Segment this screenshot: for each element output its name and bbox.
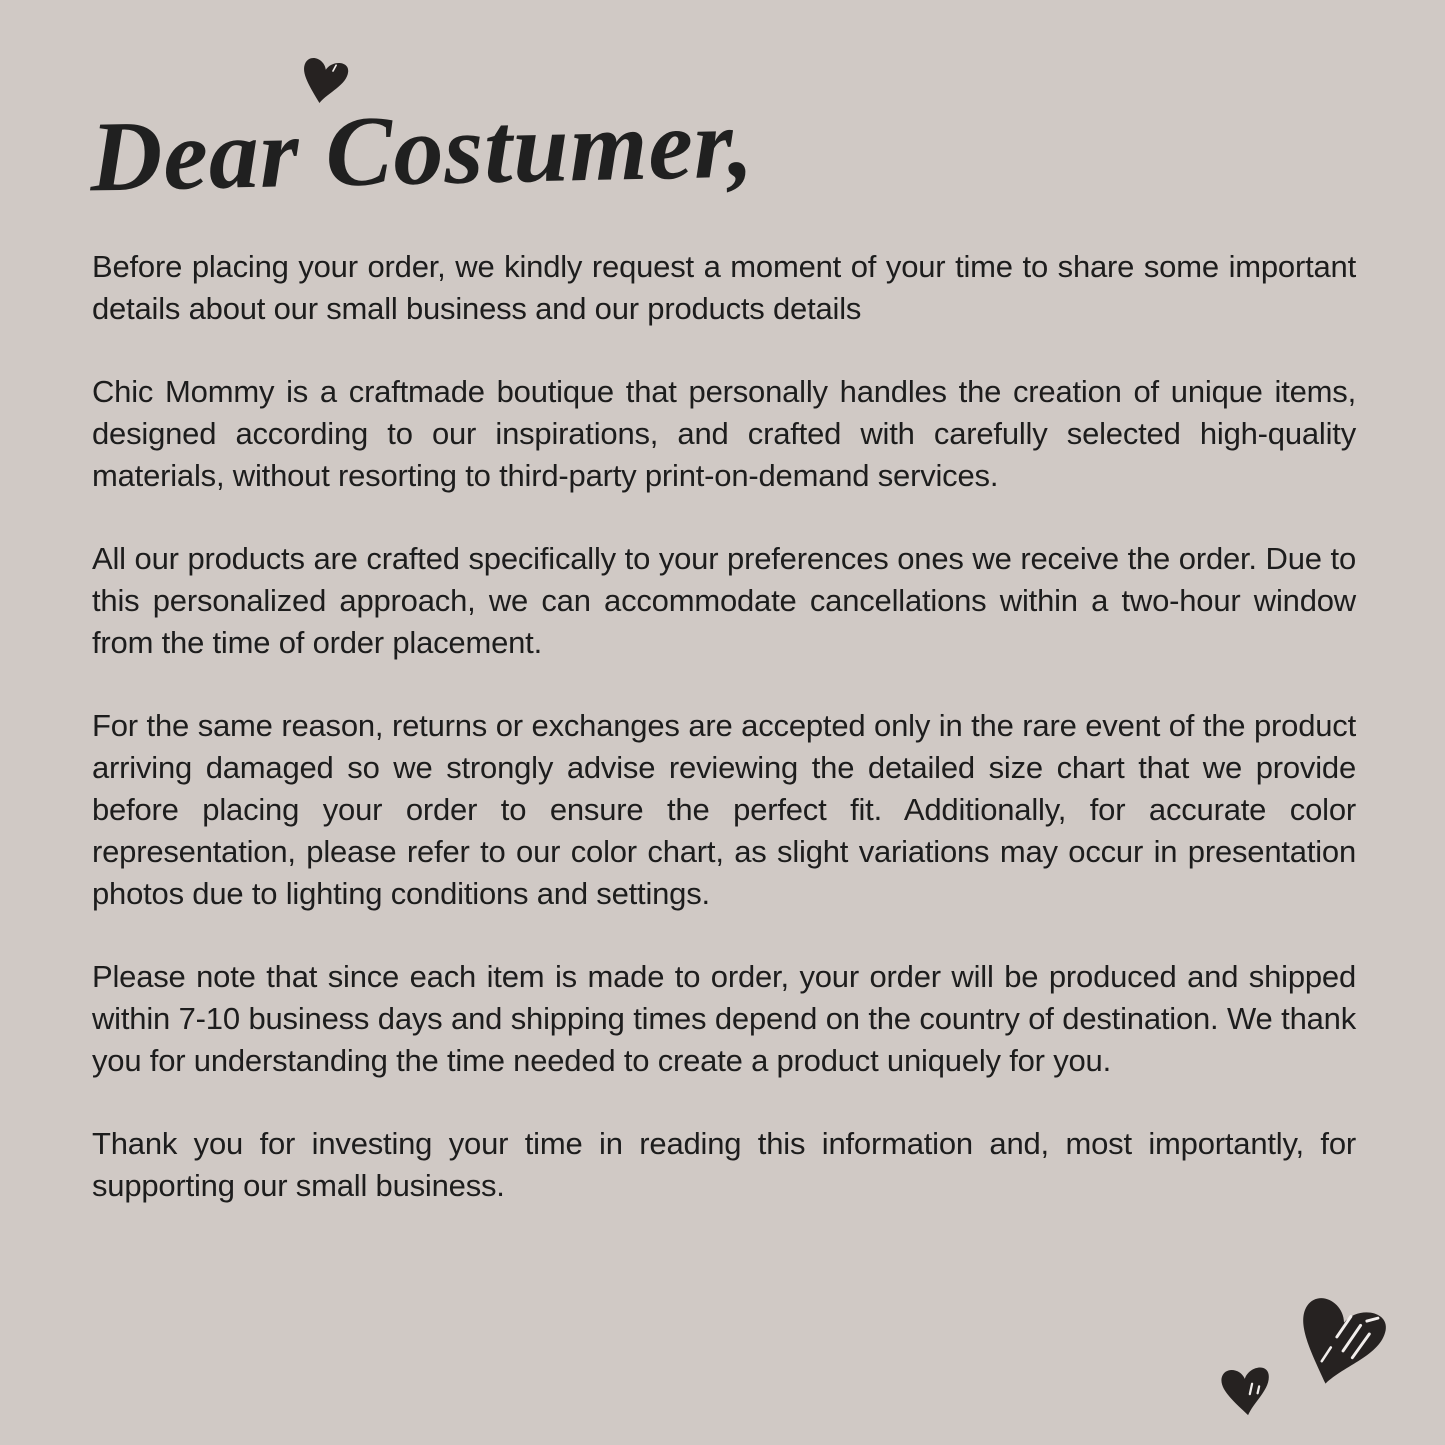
footer-hearts [1210,1288,1395,1433]
large-heart-icon [1287,1294,1390,1395]
title-row [88,87,990,213]
letter-paragraph: Chic Mommy is a craftmade boutique that personally handles the creation of unique items, designed according to our inspirations, and crafted with carefully selected high-quality materials, without resorting to third-party print-on-demand services. [92,374,1356,493]
letter-paragraph: Before placing your order, we kindly request a moment of your time to share some important details about our small business and our products details [92,249,1356,326]
letter-paragraph: All our products are crafted specifically to your preferences ones we receive the order. Due to this personalized approach, we can accommodate cancellations within a two-hour window from the time of order placement. [92,541,1356,660]
letter-paragraph: For the same reason, returns or exchanges are accepted only in the rare event of the product arriving damaged so we strongly advise reviewing the detailed size chart that we provide before placing your order to ensure the perfect fit. Additionally, for accurate color representation, please refer to our color chart, as slight variations may occur in presentation photos due to lighting conditions and settings. [92,708,1356,911]
page-title: Dear Costumer, [88,87,756,213]
letter-paragraph: Thank you for investing your time in reading this information and, most importantly, for supporting our small business. [92,1126,1356,1203]
letter-body [92,246,1356,1207]
small-heart-icon [1220,1366,1272,1417]
letter-paragraph: Please note that since each item is made to order, your order will be produced and shipped within 7-10 business days and shipping times depend on the country of destination. We thank you for understanding the time needed to create a product uniquely for you. [92,959,1356,1078]
